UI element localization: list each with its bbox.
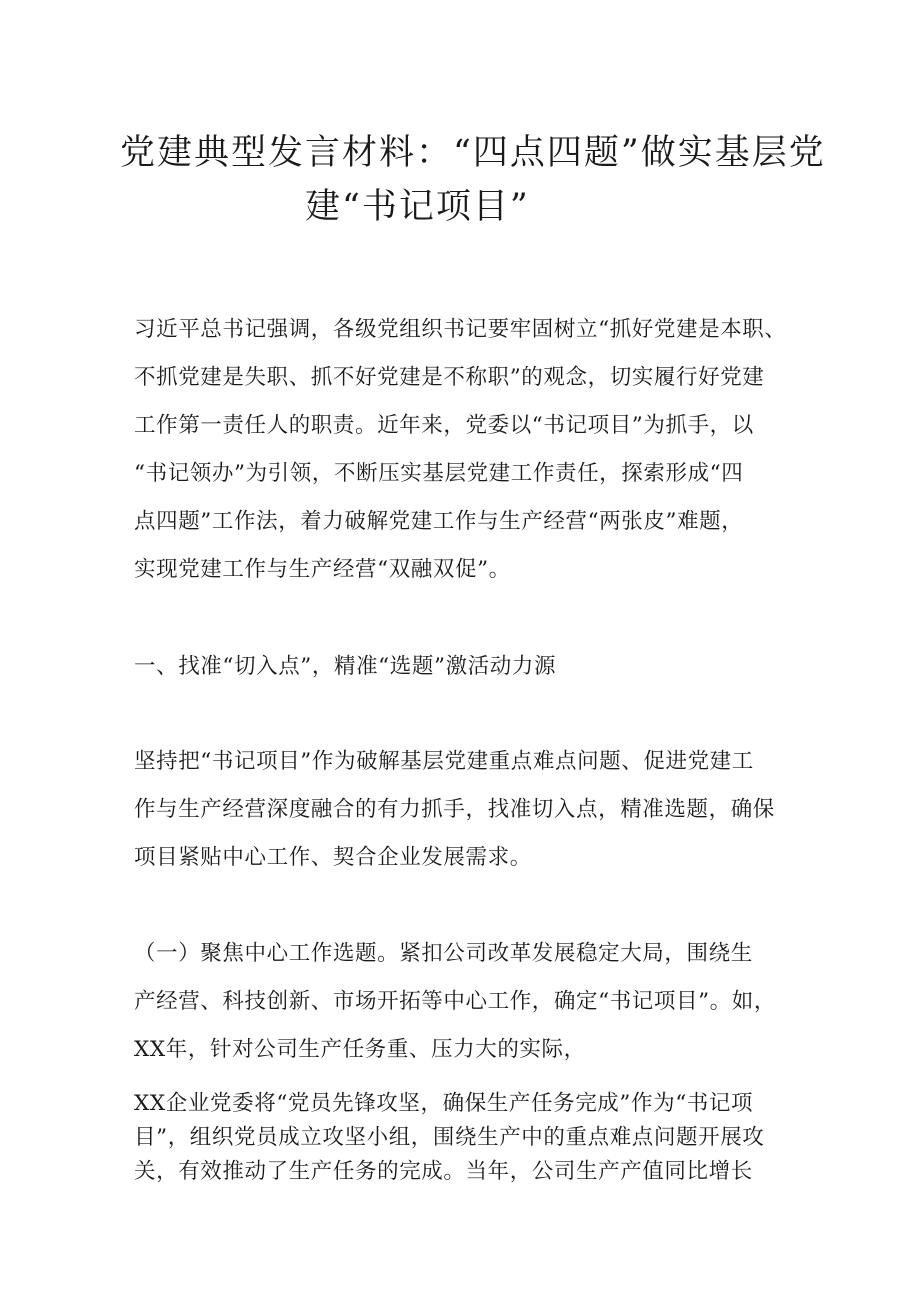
section-1-paragraph [134, 738, 804, 882]
subsection-1-line-2: 产经营、科技创新、市场开拓等中心工作，确定“书记项目”。如， [134, 989, 776, 1014]
intro-line-4: “书记领办”为引领，不断压实基层党建工作责任，探索形成“四 [134, 461, 744, 486]
subsection-1-paragraph [134, 930, 804, 1074]
subsection-1-cont-line-3: 关，有效推动了生产任务的完成。当年，公司生产产值同比增长 [134, 1159, 753, 1184]
intro-paragraph [134, 306, 804, 594]
subsection-1-cont-line-2: 目”，组织党员成立攻坚小组，围绕生产中的重点难点问题开展攻 [134, 1125, 765, 1150]
intro-line-3: 工作第一责任人的职责。近年来，党委以“书记项目”为抓手，以 [134, 413, 754, 438]
section-1-line-3: 项目紧贴中心工作、契合企业发展需求。 [134, 845, 532, 870]
subsection-1-continuation [134, 1087, 804, 1189]
title-line-2: 建“书记项目” [305, 187, 530, 227]
intro-line-5: 点四题”工作法，着力破解党建工作与生产经营“两张皮”难题， [134, 509, 744, 534]
subsection-1-line-1: （一）聚焦中心工作选题。紧扣公司改革发展稳定大局，围绕生 [134, 941, 753, 966]
intro-line-2: 不抓党建是失职、抓不好党建是不称职”的观念，切实履行好党建 [134, 365, 765, 390]
title-line-1: 党建典型发言材料：“四点四题”做实基层党 [120, 133, 826, 173]
intro-line-6: 实现党建工作与生产经营“双融双促”。 [134, 557, 511, 582]
section-1-line-1: 坚持把“书记项目”作为破解基层党建重点难点问题、促进党建工 [134, 749, 754, 774]
section-1-line-2: 作与生产经营深度融合的有力抓手，找准切入点，精准选题，确保 [134, 797, 775, 822]
intro-line-1: 习近平总书记强调，各级党组织书记要牢固树立“抓好党建是本职、 [134, 317, 787, 342]
subsection-1-cont-line-1: XX企业党委将“党员先锋攻坚，确保生产任务完成”作为“书记项 [134, 1091, 754, 1116]
document-title [120, 126, 826, 234]
section-1-heading: 一、找准“切入点”，精准“选题”激活动力源 [134, 654, 557, 679]
subsection-1-line-3: XX年，针对公司生产任务重、压力大的实际， [134, 1037, 586, 1062]
